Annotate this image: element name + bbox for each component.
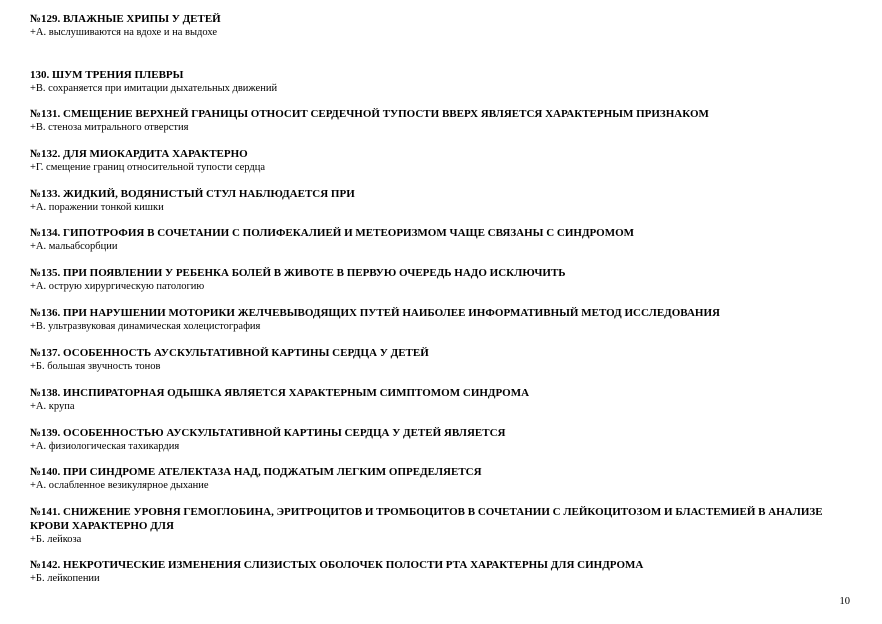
answer-text: +А. физиологическая тахикардия [30,441,180,452]
answer-text: +А. крупа [30,401,75,412]
question-item-140 [30,465,830,492]
question-text: №131. СМЕЩЕНИЕ ВЕРХНЕЙ ГРАНИЦЫ ОТНОСИТ СЕРДЕЧНОЙ ТУПОСТИ ВВЕРХ ЯВЛЯЕТСЯ ХАРАКТЕРНЫМ ПРИЗНАКОМ [30,108,709,120]
question-item-133 [30,187,830,214]
page-number: 10 [839,596,850,607]
question-item-137 [30,346,830,373]
answer-text: +А. острую хирургическую патологию [30,281,205,292]
answer-text: +А. ослабленное везикулярное дыхание [30,480,209,491]
answer-text: +В. стеноза митрального отверстия [30,122,189,133]
answer-text: +В. сохраняется при имитации дыхательных движений [30,83,278,94]
answer-text: +А. мальабсорбции [30,241,118,252]
question-item-135 [30,266,830,293]
question-item-132 [30,147,830,174]
question-item-130 [30,68,830,95]
question-item-134 [30,226,830,253]
answer-text: +А. выслушиваются на вдохе и на выдохе [30,27,217,38]
question-item-129 [30,12,830,39]
question-text: №135. ПРИ ПОЯВЛЕНИИ У РЕБЕНКА БОЛЕЙ В ЖИВОТЕ В ПЕРВУЮ ОЧЕРЕДЬ НАДО ИСКЛЮЧИТЬ [30,267,566,279]
question-item-139 [30,426,830,453]
question-text: №136. ПРИ НАРУШЕНИИ МОТОРИКИ ЖЕЛЧЕВЫВОДЯЩИХ ПУТЕЙ НАИБОЛЕЕ ИНФОРМАТИВНЫЙ МЕТОД ИССЛЕДОВАНИЯ [30,307,720,319]
answer-text: +Б. лейкопении [30,573,100,584]
question-text: 130. ШУМ ТРЕНИЯ ПЛЕВРЫ [30,69,184,81]
question-text: №133. ЖИДКИЙ, ВОДЯНИСТЫЙ СТУЛ НАБЛЮДАЕТСЯ ПРИ [30,188,355,200]
answer-text: +Г. смещение границ относительной тупости сердца [30,162,265,173]
question-item-138 [30,386,830,413]
question-text: №140. ПРИ СИНДРОМЕ АТЕЛЕКТАЗА НАД, ПОДЖАТЫМ ЛЕГКИМ ОПРЕДЕЛЯЕТСЯ [30,466,482,478]
question-text: №132. ДЛЯ МИОКАРДИТА ХАРАКТЕРНО [30,148,248,160]
question-text: №141. СНИЖЕНИЕ УРОВНЯ ГЕМОГЛОБИНА, ЭРИТРОЦИТОВ И ТРОМБОЦИТОВ В СОЧЕТАНИИ С ЛЕЙКОЦИТОЗОМ И БЛАСТЕМИЕЙ В АНАЛИЗЕ КРОВИ ХАРАКТЕРНО ДЛЯ [30,506,823,532]
question-item-141 [30,505,830,546]
question-text: №142. НЕКРОТИЧЕСКИЕ ИЗМЕНЕНИЯ СЛИЗИСТЫХ ОБОЛОЧЕК ПОЛОСТИ РТА ХАРАКТЕРНЫ ДЛЯ СИНДРОМА [30,559,644,571]
question-item-131 [30,107,830,134]
question-text: №138. ИНСПИРАТОРНАЯ ОДЫШКА ЯВЛЯЕТСЯ ХАРАКТЕРНЫМ СИМПТОМОМ СИНДРОМА [30,387,530,399]
question-item-136 [30,306,830,333]
question-text: №139. ОСОБЕННОСТЬЮ АУСКУЛЬТАТИВНОЙ КАРТИНЫ СЕРДЦА У ДЕТЕЙ ЯВЛЯЕТСЯ [30,427,506,439]
question-text: №134. ГИПОТРОФИЯ В СОЧЕТАНИИ С ПОЛИФЕКАЛИЕЙ И МЕТЕОРИЗМОМ ЧАЩЕ СВЯЗАНЫ С СИНДРОМОМ [30,227,635,239]
answer-text: +А. поражении тонкой кишки [30,202,164,213]
answer-text: +В. ультразвуковая динамическая холецистография [30,321,261,332]
question-text: №129. ВЛАЖНЫЕ ХРИПЫ У ДЕТЕЙ [30,13,221,25]
question-text: №137. ОСОБЕННОСТЬ АУСКУЛЬТАТИВНОЙ КАРТИНЫ СЕРДЦА У ДЕТЕЙ [30,347,429,359]
answer-text: +Б. большая звучность тонов [30,361,161,372]
answer-text: +Б. лейкоза [30,534,82,545]
question-item-142 [30,558,830,585]
